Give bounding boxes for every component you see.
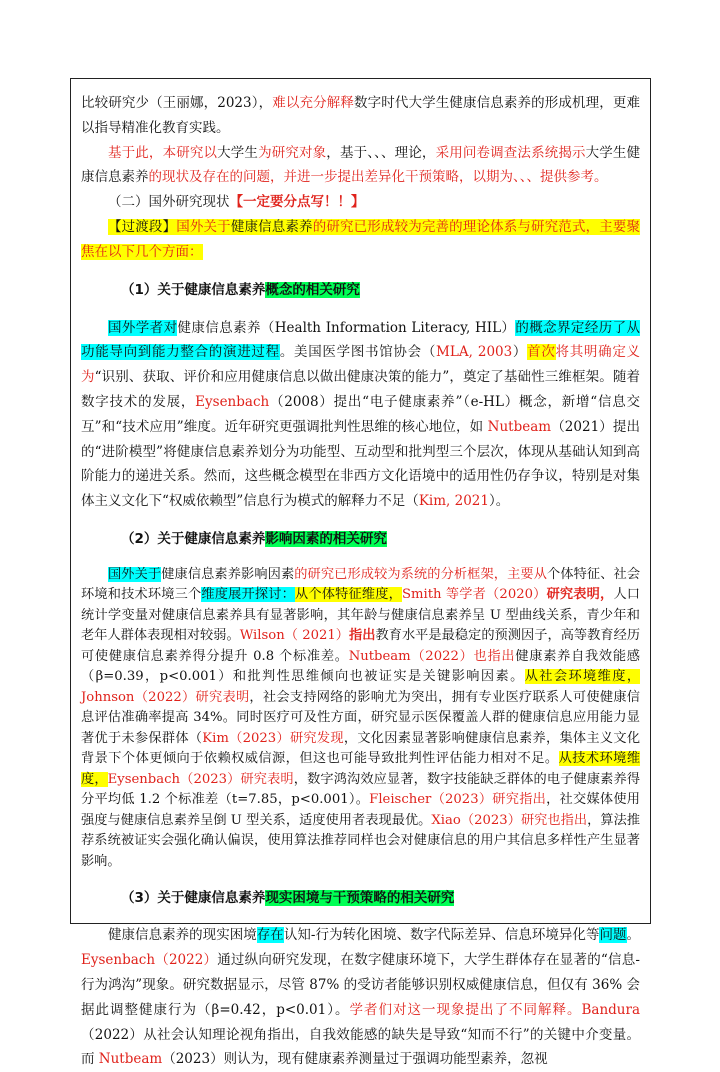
text-run: 健康素养自我效能感（β=0.39，p<0.001）和批判性思维倾向也被证实是关键影响因素。: [81, 648, 640, 685]
text-run: 基于此，本研究以: [108, 144, 218, 161]
text-run: Kim（2023）研究发现: [202, 730, 344, 746]
text-run: （1）关于健康信息素养: [121, 282, 266, 299]
subheading-dilemmas-strategies: [81, 886, 640, 910]
paragraph-research-aim: [81, 141, 640, 191]
text-run: 从个体特征维度，: [295, 587, 402, 603]
text-run: 指出: [349, 628, 376, 644]
text-run: 健康信息素养的现实困境: [108, 927, 257, 944]
text-run: 学者们对这一现象提出了不同解释。: [349, 1001, 582, 1018]
text-run: 问题: [599, 927, 627, 944]
text-run: Xiao（2023）研究也指出: [431, 812, 588, 828]
text-run: ，社会支持网络的影响尤为突出，拥有专业医疗联系人可使健康信息评估准确率提高 34%。同时医疗可及性方面，研究显示医保覆盖人群的健康信息应用能力显著优于未参保群体（: [81, 689, 640, 746]
text-run: 大学生健康信息素养: [81, 144, 641, 186]
text-run: ，数字鸿沟效应显著，数字技能缺乏群体的电子健康素养得分平均低 1.2 个标准差（t=7.85，p<0.001）。: [81, 771, 641, 808]
text-run: 将其明确定义为: [81, 344, 641, 386]
text-run: 。: [626, 927, 641, 944]
text-run: 通过纵向研究发现，在数字健康环境下，大学生群体存在显著的“信息-行为鸿沟”现象。研究数据显示，尽管 87% 的受访者能够识别权威健康信息，但仅有 36% 会据此调整健康行为（β=0.42，p<0.01）。: [81, 952, 640, 1018]
paragraph-influencing-factors: [81, 565, 640, 873]
text-run: ，文化因素显著影响健康信息素养，集体主义文化背景下个体更倾向于依赖权威信源，但这也可能导致批判性评估能力相对不足。: [81, 730, 641, 767]
text-run: 健康信息素养影响因素: [161, 566, 295, 582]
text-run: Johnson（2022）研究表明: [81, 689, 250, 705]
text-run: ）: [512, 344, 528, 361]
text-run: （2）关于健康信息素养: [121, 531, 266, 548]
text-run: 的研究已形成较为完善的理论体系与研究范式，主要聚焦在以下几个方面：: [81, 218, 641, 260]
text-run: 个体特征、社会环境和技术环境三个: [81, 566, 641, 603]
text-run: （2008）提出“电子健康素养”（e-HL）概念，新增“信息交互”和“技术应用”维度。近年研究更强调批判性思维的核心地位，如: [81, 393, 641, 435]
text-run: 比较研究少（王丽娜，2023），: [81, 95, 273, 111]
text-run: （2023）则认为，现有健康素养测量过于强调功能型素养，忽视: [162, 1051, 548, 1068]
section-heading-foreign-research: [81, 190, 640, 215]
text-run: 存在: [256, 927, 284, 944]
subheading-influencing-factors: [81, 527, 640, 551]
text-run: 现实困境与干预策略的相关研究: [265, 889, 455, 906]
text-run: 健康信息素养（Health Information Literacy, HIL）: [177, 319, 516, 336]
text-run: 数字时代大学生健康信息素养的形成机理，更难以指导精准化教育实践。: [81, 95, 641, 136]
text-run: 认知-行为转化困境、数字代际差异、信息环境异化等: [283, 927, 600, 944]
text-run: 大学生: [217, 144, 259, 161]
text-run: Eysenbach（2023）研究表明: [107, 771, 294, 787]
text-run: ，算法推荐系统被证实会强化确认偏误，使用算法推荐同样也会对健康信息的用户其信息多样性产生显著影响。: [81, 812, 641, 869]
text-run: “识别、获取、评价和应用健康信息以做出健康决策的能力”，奠定了基础性三维框架。随着数字技术的发展，: [81, 369, 641, 410]
text-run: Bandura: [581, 1001, 641, 1018]
document-page-frame: [70, 78, 651, 1068]
text-run: 研究表明，: [546, 587, 614, 603]
text-run: Wilson（ 2021）: [239, 628, 350, 644]
text-run: 健康信息素养: [230, 218, 313, 235]
text-run: 维度展开探讨：: [201, 587, 295, 603]
text-run: Eysenbach（2022）: [81, 952, 218, 969]
text-run: MLA, 2003: [436, 344, 513, 361]
text-run: （2021）提出的“进阶模型”将健康信息素养划分为功能型、互动型和批判型三个层次，体现从基础认知到高阶能力的递进关系。然而，这些概念模型在非西方文化语境中的适用性仍存争议，特别是对集体主义文化下“权威依赖型”信息行为模式的解释力不足（: [81, 418, 641, 510]
text-run: 难以充分解释: [272, 95, 355, 111]
text-run: Smith 等学者（2020）: [402, 587, 547, 603]
text-run: 首次: [527, 344, 556, 361]
text-run: Nutbeam: [487, 418, 552, 435]
text-run: 为研究对象: [258, 144, 327, 161]
text-run: Nutbeam（2022）也指出: [348, 648, 516, 664]
text-run: 影响因素的相关研究: [265, 531, 387, 548]
text-run: 的概念界定经历了从功能导向到能力整合的演进过程: [81, 319, 641, 361]
text-run: 【一定要分点写！！】: [229, 194, 365, 211]
paragraph-concept-research: [81, 316, 640, 514]
text-run: 国外关于: [176, 218, 231, 235]
text-run: （二）国外研究现状: [108, 194, 230, 211]
text-run: 国外关于: [108, 566, 162, 582]
text-run: （2022）从社会认知理论视角指出，自我效能感的缺失是导致“知而不行”的关键中介变量。而: [81, 1026, 640, 1068]
text-run: ，社交媒体使用强度与健康信息素养呈倒 U 型关系，适度使用者表现最优。: [81, 792, 640, 828]
text-run: 。美国医学图书馆协会（: [279, 344, 437, 361]
text-run: 人口统计学变量对健康信息素养具有显著影响，其年龄与健康信息素养呈 U 型曲线关系，青少年和老年人群体表现相对较弱。: [81, 587, 640, 644]
text-run: 从技术环境维度，: [81, 751, 641, 787]
text-run: Eysenbach: [195, 393, 270, 410]
text-run: 教育水平是最稳定的预测因子，高等教育经历可使健康信息素养得分提升 0.8 个标准差。: [81, 628, 641, 664]
paragraph-research-gap: [81, 91, 640, 141]
text-run: 概念的相关研究: [265, 282, 360, 299]
text-run: Nutbeam: [98, 1051, 163, 1068]
text-run: ）。: [488, 493, 510, 510]
paragraph-dilemmas-strategies: [81, 923, 640, 1072]
text-run: 从社会环境维度，: [524, 669, 641, 685]
text-run: 国外学者对: [108, 319, 178, 336]
text-run: Fleischer（2023）研究指出: [369, 792, 547, 808]
text-run: 采用问卷调查法系统揭示: [435, 144, 586, 161]
text-run: ，基于、、、理论，: [326, 144, 436, 161]
paragraph-transition: [81, 215, 640, 265]
text-run: 的研究已形成较为系统的分析框架，主要从: [294, 566, 548, 582]
text-run: 的现状及存在的问题，并进一步提出差异化干预策略，以期为、、、提供参考。: [148, 169, 608, 186]
text-run: 【过渡段】: [108, 218, 177, 235]
subheading-concept-research: [81, 278, 640, 302]
text-run: （3）关于健康信息素养: [121, 889, 266, 906]
text-run: Kim, 2021: [418, 493, 489, 510]
